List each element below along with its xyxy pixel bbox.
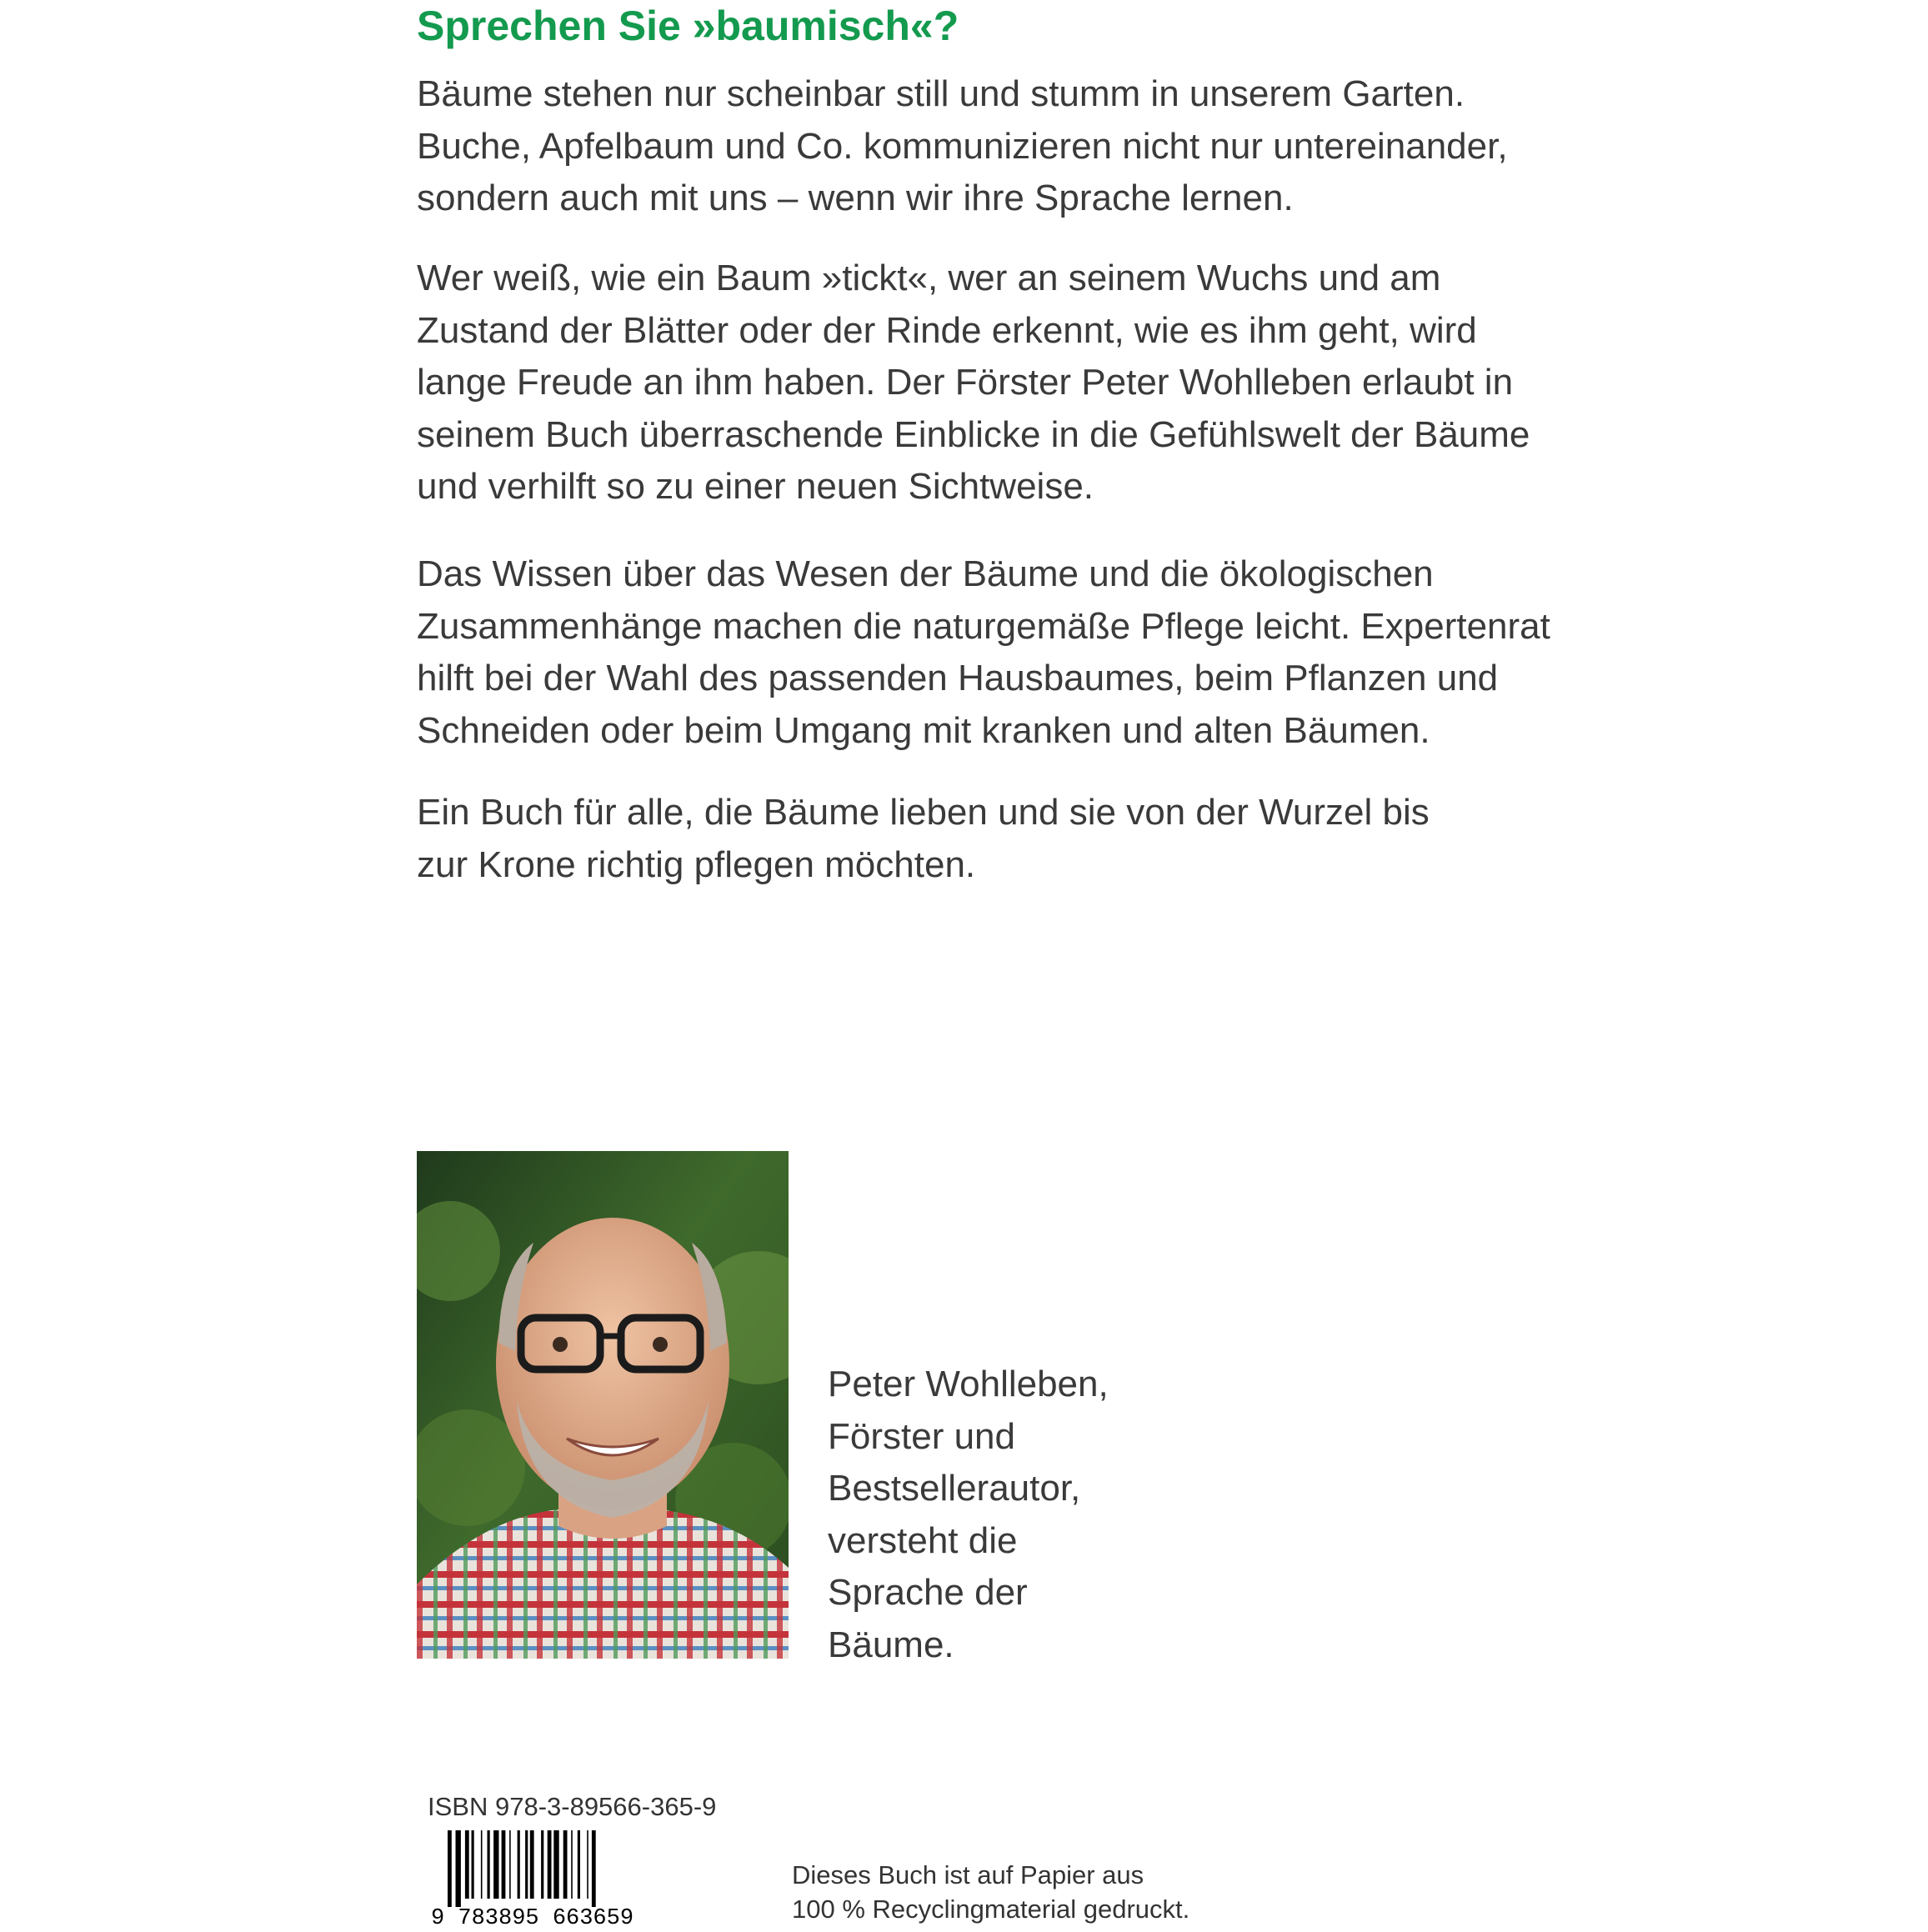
barcode-bar — [518, 1830, 520, 1899]
barcode-bar — [541, 1830, 543, 1899]
barcode-bar — [587, 1830, 588, 1899]
barcode — [429, 1830, 692, 1928]
barcode-bar — [571, 1830, 573, 1899]
barcode-bar — [448, 1830, 452, 1907]
barcode-bar — [465, 1830, 469, 1899]
barcode-bar — [553, 1830, 558, 1899]
barcode-bar — [530, 1830, 534, 1899]
barcode-bar — [493, 1830, 498, 1899]
barcode-bar — [502, 1830, 506, 1899]
barcode-bar — [525, 1830, 528, 1899]
author-portrait — [417, 1151, 789, 1659]
author-bio: Peter Wohlleben, Förster und Bestsellerautor, versteht die Sprache der Bäume. — [828, 1364, 1109, 1665]
barcode-bar — [578, 1830, 580, 1899]
paragraph-2: Wer weiß, wie ein Baum »tickt«, wer an seinem Wuchs und am Zustand der Blätter oder der Rinde erkennt, wie es ihm geht, wird lange Freude an ihm haben. Der Förster Peter Wohlleben erlaubt in seinem Buch überraschende Einblicke in die Gefühlswelt der Bäume und verhilft so zu einer neuen Sichtweise. — [417, 258, 1530, 507]
barcode-bar — [472, 1830, 474, 1899]
barcode-bar — [509, 1830, 511, 1899]
barcode-bar — [592, 1830, 596, 1907]
barcode-bar — [456, 1830, 461, 1907]
barcode-bar — [563, 1830, 568, 1899]
paragraph-4: Ein Buch für alle, die Bäume lieben und sie von der Wurzel bis zur Krone richtig pflegen möchten. — [417, 792, 1430, 885]
recycling-note: Dieses Buch ist auf Papier aus 100 % Recyclingmaterial gedruckt. — [792, 1860, 1190, 1924]
headline: Sprechen Sie »baumisch«? — [417, 3, 959, 49]
paragraph-3: Das Wissen über das Wesen der Bäume und die ökologischen Zusammenhänge machen die naturgemäße Pflege leicht. Expertenrat hilft bei der Wahl des passenden Hausbaumes, beim Pflanzen und Schneiden oder beim Umgang mit kranken und alten Bäumen. — [417, 553, 1550, 751]
barcode-bar — [488, 1830, 490, 1899]
paragraph-1: Bäume stehen nur scheinbar still und stumm in unserem Garten. Buche, Apfelbaum und Co. kommunizieren nicht nur untereinander, sondern auch mit uns – wenn wir ihre Sprache lernen. — [417, 73, 1508, 218]
barcode-bar — [481, 1830, 483, 1899]
barcode-bar — [548, 1830, 552, 1899]
barcode-digits: 9 783895 663659 — [431, 1906, 634, 1928]
isbn-label: ISBN 978-3-89566-365-9 — [428, 1792, 717, 1821]
